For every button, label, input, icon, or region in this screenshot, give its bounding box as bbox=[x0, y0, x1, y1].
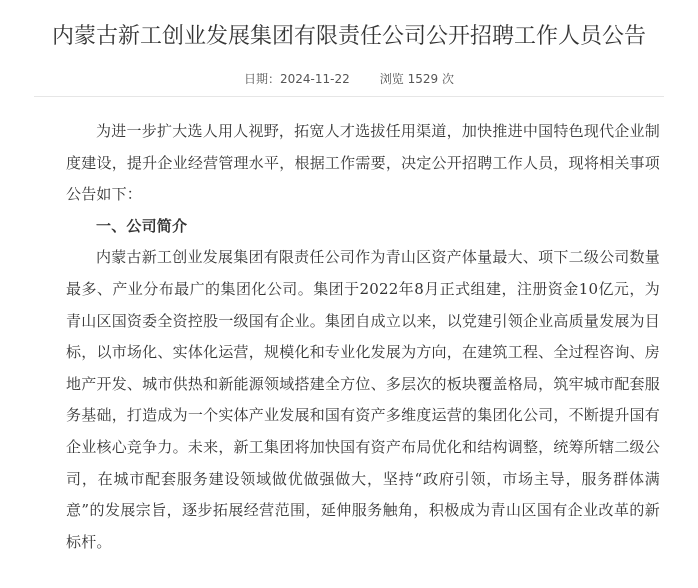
article-meta bbox=[0, 70, 698, 88]
section-heading: 一、公司简介 bbox=[96, 216, 188, 235]
meta-divider bbox=[34, 96, 664, 97]
view-count: 1529 bbox=[407, 72, 439, 86]
article-body bbox=[66, 116, 660, 558]
page-title: 内蒙古新工创业发展集团有限责任公司公开招聘工作人员公告 bbox=[51, 24, 646, 49]
views-label: 浏览 bbox=[379, 72, 404, 86]
intro-paragraph: 为进一步扩大选人用人视野，拓宽人才选拔任用渠道，加快推进中国特色现代企业制度建设，提升企业经营管理水平，根据工作需要，决定公开招聘工作人员，现将相关事项公告如下： bbox=[66, 122, 660, 204]
views-unit: 次 bbox=[441, 72, 454, 86]
company-profile-paragraph: 内蒙古新工创业发展集团有限责任公司作为青山区资产体量最大、项下二级公司数量最多、产业分布最广的集团化公司。集团于2022年8月正式组建，注册资金10亿元，为青山区国资委全资控股一级国有企业。集团自成立以来，以党建引领企业高质量发展为目标，以市场化、实体化运营，规模化和专业化发展为方向，在建筑工程、全过程咨询、房地产开发、城市供热和新能源领域搭建全方位、多层次的板块覆盖格局，筑牢城市配套服务基础，打造成为一个实体产业发展和国有资产多维度运营的集团化公司，不断提升国有企业核心竞争力。未来，新工集团将加快国有资产布局优化和结构调整，统筹所辖二级公司，在城市配套服务建设领域做优做强做大，坚持“政府引领，市场主导，服务群体满意”的发展宗旨，逐步拓展经营范围，延伸服务触角，积极成为青山区国有企业改革的新标杆。 bbox=[66, 248, 660, 551]
publish-date: 2024-11-22 bbox=[280, 72, 350, 86]
date-label: 日期： bbox=[244, 72, 281, 86]
